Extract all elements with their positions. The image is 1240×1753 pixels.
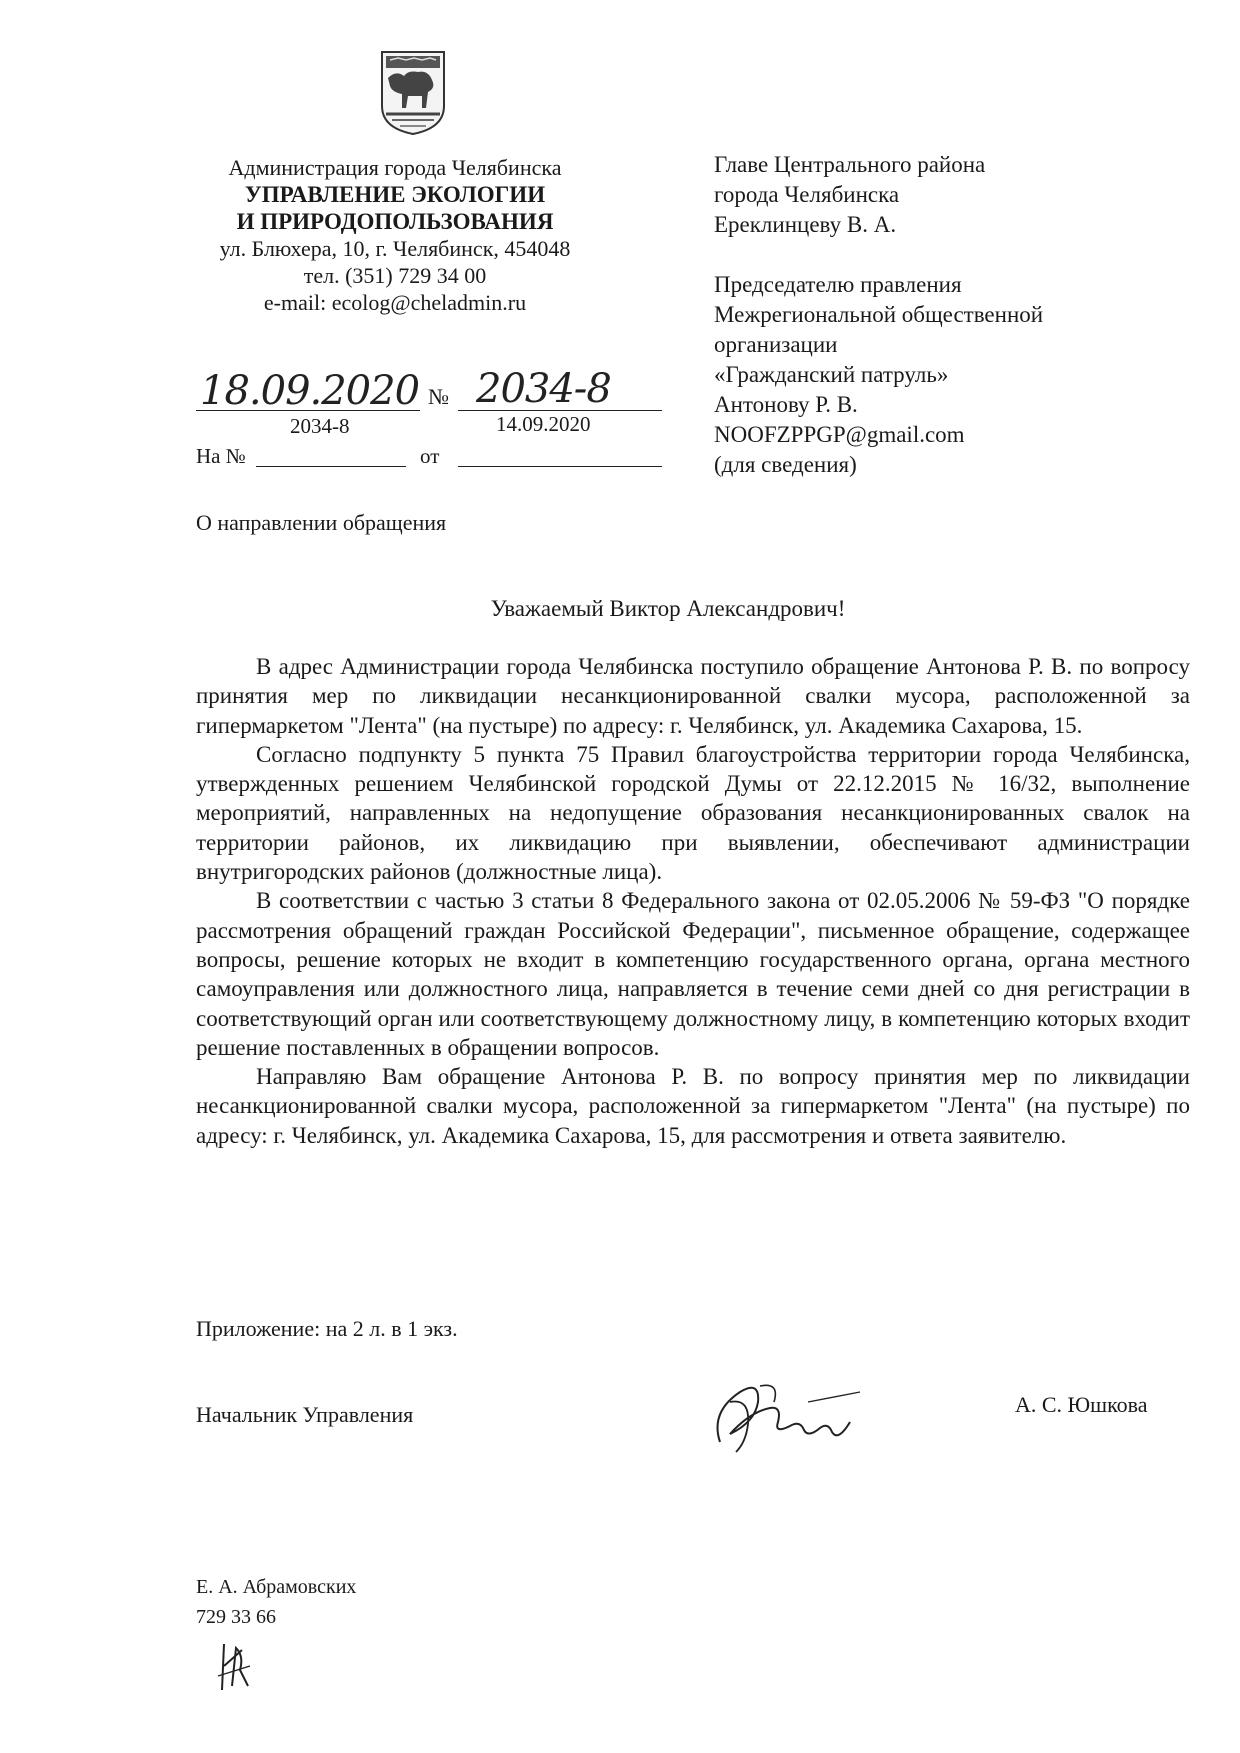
recipient-line: «Гражданский патруль» — [714, 362, 949, 387]
sender-phone: тел. (351) 729 34 00 — [303, 263, 487, 288]
body-paragraph: В адрес Администрации города Челябинска поступило обращение Антонова Р. В. по вопросу принятия мер по ликвидации несанкционированной свалки мусора, расположенной за гипермаркетом "Лента" (на пустыре) по адресу: г. Челябинск, ул. Академика Сахарова, 15. — [196, 654, 1190, 738]
recipient-line: Межрегиональной общественной — [714, 302, 1044, 327]
sender-email: e-mail: ecolog@cheladmin.ru — [263, 290, 527, 315]
executor-block — [196, 1572, 356, 1632]
sender-department-line2: И ПРИРОДОПОЛЬЗОВАНИЯ — [236, 209, 554, 234]
number-label: № — [428, 384, 449, 409]
recipient-email: NOOFZPPGP@gmail.com — [714, 422, 965, 447]
body-paragraph: Согласно подпункту 5 пункта 75 Правил благоустройства территории города Челябинска, утвержденных решением Челябинской городской Думы от 22.12.2015 № 16/32, выполнение мероприятий, направленных на недопущение образования несанкционированных свалок на территории районов, их ликвидацию при выявлении, обеспечивают администрации внутригородских районов (должностные лица). — [196, 741, 1190, 885]
letter-body — [196, 652, 1190, 1150]
recipient-line: Ереклинцеву В. А. — [714, 212, 897, 237]
sender-address: ул. Блюхера, 10, г. Челябинск, 454048 — [219, 236, 571, 261]
reference-number-label: На № — [196, 444, 246, 468]
recipient-line: организации — [714, 332, 838, 357]
reference-number-line — [256, 466, 406, 467]
coat-of-arms-emblem — [378, 48, 448, 136]
printed-date: 14.09.2020 — [496, 412, 591, 436]
handwritten-initials — [214, 1636, 254, 1696]
body-paragraph: В соответствии с частью 3 статьи 8 Федерального закона от 02.05.2006 № 59-ФЗ "О порядке рассмотрения обращений граждан Российской Федерации", письменное обращение, содержащее вопросы, решение которых не входит в компетенцию государственного органа, органа местного самоуправления или должностного лица, направляется в течение семи дней со дня регистрации в соответствующий орган или соответствующему должностному лицу, в компетенцию которых входит решение поставленных в обращении вопросов. — [196, 888, 1190, 1060]
date-underline — [196, 410, 420, 411]
executor-name: Е. А. Абрамовских — [196, 1576, 357, 1598]
recipient-line: (для сведения) — [714, 452, 857, 477]
letter-subject: О направлении обращения — [196, 510, 447, 535]
handwritten-signature — [700, 1372, 880, 1462]
sender-block — [200, 154, 590, 316]
printed-number: 2034-8 — [290, 414, 350, 438]
recipient-gap — [714, 240, 1134, 270]
reference-date-line — [458, 466, 662, 467]
handwritten-date: 18.09.2020 — [200, 368, 420, 414]
number-underline — [458, 410, 662, 411]
handwritten-number: 2034-8 — [476, 366, 611, 412]
reference-from-label: от — [420, 444, 440, 468]
signer-position: Начальник Управления — [196, 1402, 414, 1427]
sender-admin: Администрация города Челябинска — [228, 155, 562, 180]
recipient-line: города Челябинска — [714, 182, 900, 207]
attachment-note: Приложение: на 2 л. в 1 экз. — [196, 1316, 458, 1341]
recipient-line: Председателю правления — [714, 272, 962, 297]
recipient-line: Главе Центрального района — [714, 152, 986, 177]
letter-greeting: Уважаемый Виктор Александрович! — [490, 596, 846, 621]
body-paragraph: Направляю Вам обращение Антонова Р. В. по вопросу принятия мер по ликвидации несанкционированной свалки мусора, расположенной за гипермаркетом "Лента" (на пустыре) по адресу: г. Челябинск, ул. Академика Сахарова, 15, для рассмотрения и ответа заявителю. — [196, 1064, 1190, 1148]
executor-phone: 729 33 66 — [196, 1606, 276, 1628]
signer-name: А. С. Юшкова — [1015, 1392, 1148, 1417]
recipient-block — [714, 150, 1134, 480]
recipient-line: Антонову Р. В. — [714, 392, 858, 417]
sender-department-line1: УПРАВЛЕНИЕ ЭКОЛОГИИ — [244, 182, 546, 207]
